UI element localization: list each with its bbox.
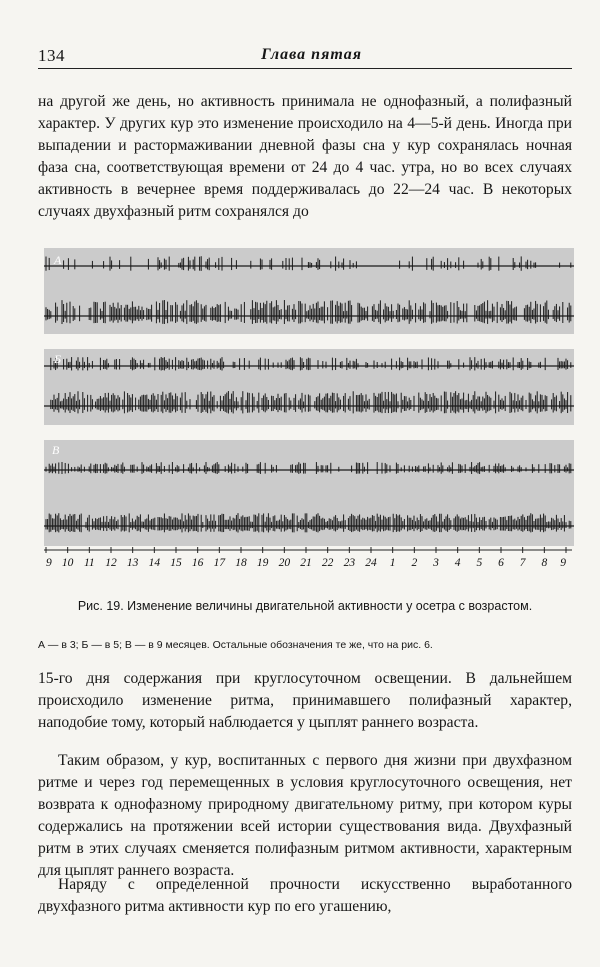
axis-tick-label: 14	[148, 557, 161, 569]
axis-tick-label: 6	[498, 557, 504, 569]
panel-c-label: В	[52, 443, 60, 457]
axis-tick-label: 17	[213, 557, 226, 569]
paragraph-1: на другой же день, но активность принимала не однофазный, а полифазный характер. У других кур это изменение происходило на 4—5-й день. Иногда при выпадении и растормаживании дневной фазы сна у кур сохранялась ночная фаза сна, соответствующая времени от 24 до 4 час. утра, но во всех случаях активность в вечернее время поддерживалась до 22—24 час. В некоторых случаях двухфазный ритм сохранялся до	[38, 93, 572, 220]
axis-tick-label: 15	[170, 557, 182, 569]
axis-tick-label: 13	[126, 557, 139, 569]
axis-tick-label: 16	[191, 557, 204, 569]
axis-tick-label: 1	[389, 557, 396, 569]
chapter-title: Глава пятая	[261, 46, 362, 63]
axis-tick-label: 24	[365, 557, 377, 569]
paragraph-2: 15-го дня содержания при круглосуточном освещении. В дальнейшем происходило изменение ритма, принимавшего полифазный характер, наподобие тому, который наблюдается у цыплят раннего возраста.	[38, 670, 572, 731]
figure-actogram	[44, 248, 574, 576]
axis-tick-label: 19	[256, 557, 269, 569]
panel-b-label: Б	[54, 352, 62, 366]
axis-tick-label: 3	[433, 557, 439, 569]
axis-tick-label: 7	[519, 557, 526, 569]
axis-tick-label: 9	[560, 557, 566, 569]
panel-b-background	[44, 349, 574, 425]
axis-tick-label: 10	[61, 557, 74, 569]
paragraph-3: Таким образом, у кур, воспитанных с первого дня жизни при двухфазном ритме и через год перемещенных в условия круглосуточного освещения, нет возврата к однофазному природному двигательному ритму, при котором куры содержались на протяжении всей истории существования вида. Двухфазный ритм в этих случаях сменяется полифазным ритмом активности, характерным для цыплят раннего возраста.	[38, 752, 572, 879]
axis-tick-label: 21	[300, 557, 312, 569]
axis-tick-label: 18	[235, 557, 247, 569]
axis-tick-label: 23	[343, 557, 356, 569]
panel-a-background	[44, 248, 574, 334]
paragraph-4: Наряду с определенной прочности искусственно выработанного двухфазного ритма активности кур по его угашению,	[38, 876, 572, 915]
running-header	[38, 40, 572, 69]
axis-tick-label: 8	[541, 557, 548, 569]
axis-tick-label: 4	[454, 557, 461, 569]
page-number: 134	[38, 46, 65, 65]
figure-legend: А — в 3; Б — в 5; В — в 9 месяцев. Остальные обозначения те же, что на рис. 6.	[38, 639, 433, 651]
axis-tick-label: 9	[46, 557, 52, 569]
actogram-image	[44, 248, 574, 576]
axis-tick-label: 2	[411, 557, 418, 569]
axis-tick-label: 22	[321, 557, 334, 569]
figure-caption: Рис. 19. Изменение величины двигательной активности у осетра с возрастом.	[77, 599, 533, 613]
axis-tick-label: 11	[84, 557, 95, 569]
panel-a-label: А	[54, 253, 62, 267]
axis-tick-label: 5	[476, 557, 483, 569]
axis-tick-label: 12	[105, 557, 117, 569]
axis-tick-label: 20	[278, 557, 291, 569]
